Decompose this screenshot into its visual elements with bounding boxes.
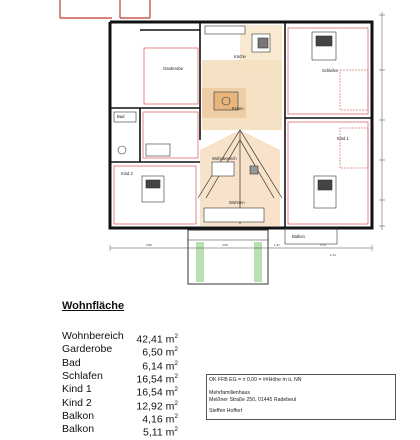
area-row-name: Kind 2 [62,396,92,409]
room-label-wohnen: Wohnen [229,200,245,205]
area-row [62,369,178,386]
title-block-elevation: OK FFB EG = ± 0,00 = ##Höhe m ü. NN [209,377,302,383]
room-label-balkon: Balkon [292,234,305,239]
area-row-number: 4,16 [142,413,163,426]
area-row-unit-exponent: 2 [174,346,178,354]
area-row [62,330,178,346]
area-row-unit: m [165,413,175,426]
room-label-kind2: Kind 2 [121,171,133,176]
area-row-unit-exponent: 2 [174,386,178,394]
area-row-number: 16,54 [136,386,163,399]
dim-4: 4.50 [222,243,228,247]
area-row-name: Schlafen [62,369,103,382]
front-balcony [188,230,268,284]
area-row [62,423,178,439]
area-row-unit-exponent: 2 [174,399,178,407]
area-row-number: 16,54 [136,373,163,386]
room-label-wohnbereich: Wohnbereich [212,156,237,161]
area-row-name: Kind 1 [62,383,92,396]
area-row-unit-exponent: 2 [174,333,178,340]
area-row-unit: m [165,386,175,399]
area-row-unit: m [165,400,175,412]
area-row [62,409,178,426]
title-block-author: Steffen Hoffert [209,408,243,414]
area-row [62,343,178,359]
area-row-number: 5,11 [143,426,163,439]
dim-5: 2.72 [330,253,336,257]
area-row-unit-exponent: 2 [174,372,178,380]
wardrobes [340,70,368,168]
dim-1: 3.86 [146,243,152,247]
dim-2: 1.47 [274,243,280,247]
area-row [62,356,178,373]
area-row-name: Balkon [62,423,95,436]
area-row-unit-exponent: 2 [174,426,178,434]
area-row-name: Balkon [62,409,95,422]
room-label-bad: Bad [117,114,125,119]
title-block-address: Meißner Straße 250, 01445 Radebeul [209,397,297,403]
area-row-name: Wohnbereich [62,330,124,342]
area-row [62,383,178,399]
area-row-unit: m [165,346,175,359]
area-row-value [143,423,178,440]
room-label-kind1: Kind 1 [337,136,349,141]
room-label-essen: Essen [232,106,244,111]
area-row-unit-exponent: 2 [174,412,178,420]
area-row-number: 6,14 [142,360,163,373]
area-row-name: Bad [62,356,81,369]
area-row-number: 12,92 [136,400,163,412]
room-label-garderobe: Garderobe [163,66,184,71]
dim-3: 3.72 [320,243,326,247]
area-row-unit: m [165,426,175,439]
area-row-unit: m [165,373,175,386]
area-row-unit: m [165,360,175,373]
area-row-number: 6,50 [142,346,163,359]
area-table-title: Wohnfläche [62,300,125,312]
area-row-number: 42,41 [136,333,163,346]
room-label-schlafen: Schlafen [322,68,339,73]
upper-red-lines [60,0,150,18]
room-label-kueche: Küche [234,54,246,59]
title-block-project: Mehrfamilienhaus [209,390,250,396]
area-row-unit: m [165,333,175,346]
title-block [206,374,396,420]
area-row [62,397,178,410]
area-row-name: Garderobe [62,343,113,356]
right-dimension-ticks [379,12,385,230]
area-row-unit-exponent: 2 [174,359,178,367]
